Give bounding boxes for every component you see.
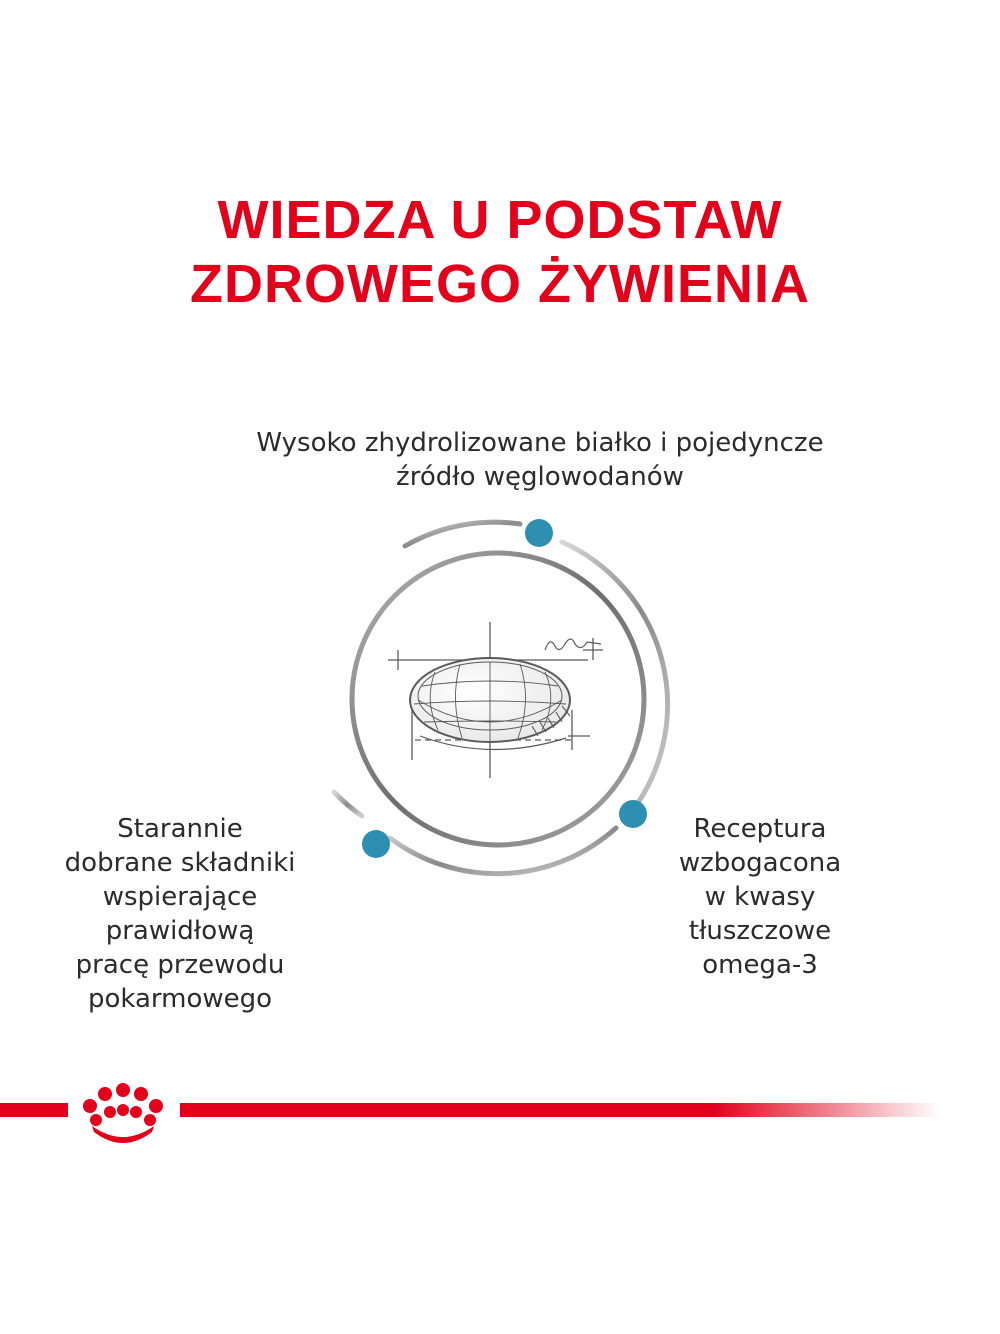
benefit-digestion-line: pracę przewodu <box>75 950 285 980</box>
benefit-protein-line: źródło węglowodanów <box>396 462 684 492</box>
accent-dot <box>525 519 553 547</box>
benefit-omega3-line: tłuszczowe <box>688 916 832 946</box>
benefit-digestion-line: prawidłową <box>105 916 255 946</box>
accent-dot <box>619 800 647 828</box>
brand-footer-band <box>0 1070 1000 1150</box>
benefit-protein-line: Wysoko zhydrolizowane białko i pojedyncze <box>256 428 824 458</box>
kibble-diagram <box>300 500 700 900</box>
brand-stripe-left <box>0 1103 68 1117</box>
kibble-sketch-icon <box>388 622 603 778</box>
benefit-digestion <box>40 812 320 1016</box>
title-line-2: ZDROWEGO ŻYWIENIA <box>190 254 810 314</box>
benefit-omega3-line: w kwasy <box>704 882 816 912</box>
benefit-digestion-line: dobrane składniki <box>64 848 296 878</box>
benefit-digestion-line: Starannie <box>117 814 243 844</box>
benefit-protein <box>200 426 880 494</box>
benefit-digestion-line: pokarmowego <box>87 984 273 1014</box>
benefit-omega3 <box>650 812 870 982</box>
benefit-omega3-line: wzbogacona <box>678 848 842 878</box>
title-line-1: WIEDZA U PODSTAW <box>217 190 783 250</box>
page-title <box>0 188 1000 316</box>
benefit-omega3-line: Receptura <box>693 814 827 844</box>
benefit-digestion-line: wspierające <box>102 882 258 912</box>
royal-crown-logo <box>83 1083 163 1143</box>
brand-stripe-right <box>180 1103 940 1117</box>
benefit-omega3-line: omega-3 <box>702 950 818 980</box>
accent-dot <box>362 830 390 858</box>
